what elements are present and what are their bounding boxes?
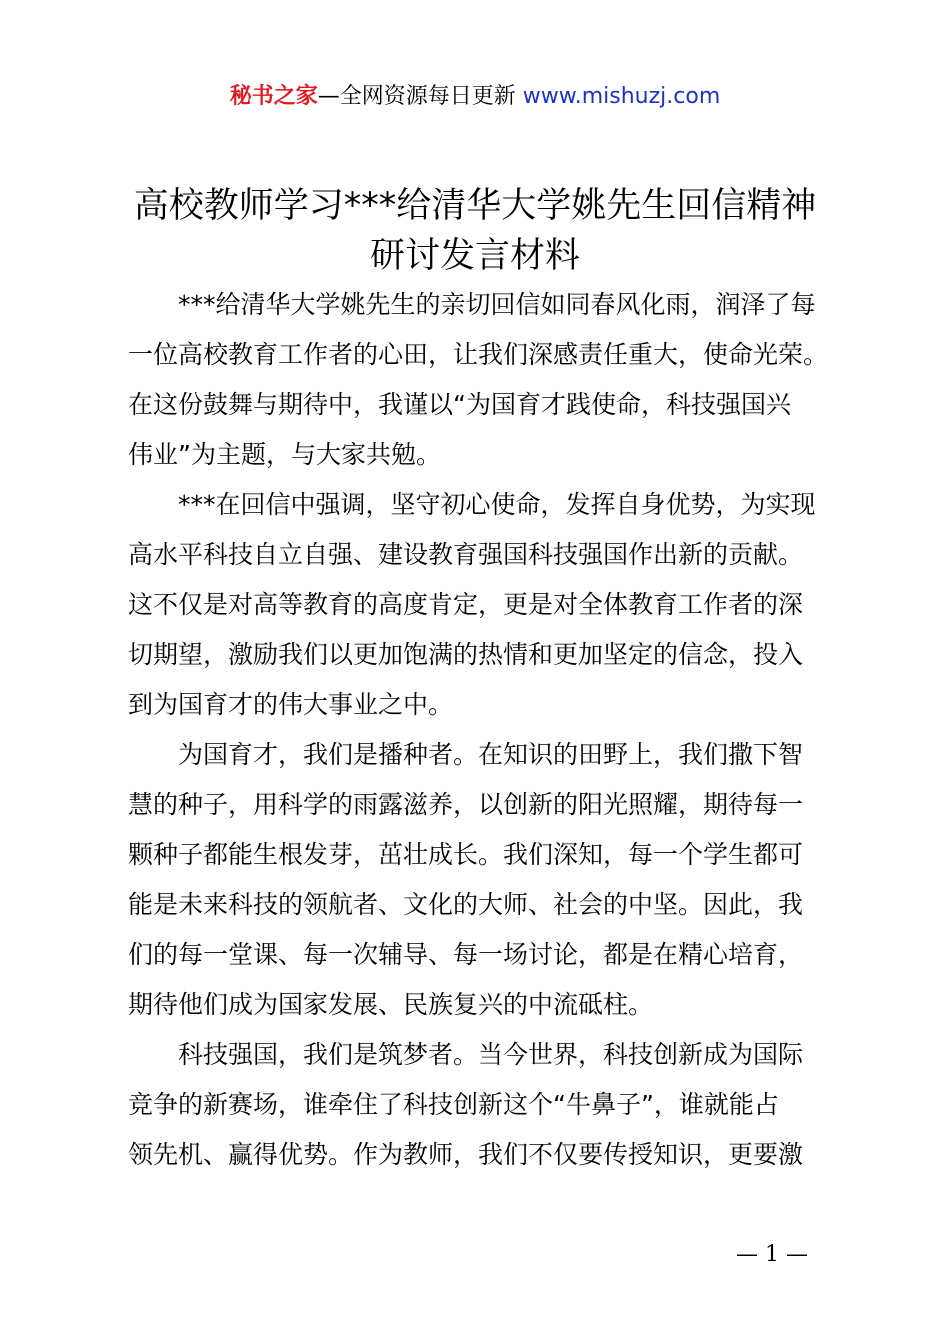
site-brand: 秘书之家 bbox=[229, 84, 318, 109]
site-url-link[interactable]: www.mishuzj.com bbox=[522, 84, 721, 109]
paragraph-line: 一位高校教育工作者的心田，让我们深感责任重大，使命光荣。 bbox=[128, 340, 829, 369]
paragraph-1 bbox=[128, 280, 838, 480]
paragraph-line: 高水平科技自立自强、建设教育强国科技强国作出新的贡献。 bbox=[128, 540, 804, 569]
paragraph-line: 在这份鼓舞与期待中，我谨以“为国育才践使命，科技强国兴 bbox=[128, 390, 791, 419]
paragraph-line: 切期望，激励我们以更加饱满的热情和更加坚定的信念，投入 bbox=[128, 640, 804, 669]
paragraph-line: 科技强国，我们是筑梦者。当今世界，科技创新成为国际 bbox=[178, 1040, 804, 1069]
paragraph-line: 领先机、赢得优势。作为教师，我们不仅要传授知识，更要激 bbox=[128, 1140, 804, 1169]
paragraph-line: 到为国育才的伟大事业之中。 bbox=[128, 690, 454, 719]
site-tagline: —全网资源每日更新 bbox=[317, 84, 516, 109]
title-line-1: 高校教师学习***给清华大学姚先生回信精神 bbox=[133, 186, 817, 226]
document-title bbox=[100, 181, 850, 281]
paragraph-2 bbox=[128, 480, 838, 730]
site-header bbox=[0, 82, 950, 112]
paragraph-line: 这不仅是对高等教育的高度肯定，更是对全体教育工作者的深 bbox=[128, 590, 804, 619]
page-number: — 1 — bbox=[736, 1242, 808, 1267]
paragraph-line: ***给清华大学姚先生的亲切回信如同春风化雨，润泽了每 bbox=[178, 290, 816, 319]
document-body bbox=[128, 280, 838, 1180]
paragraph-line: 伟业”为主题，与大家共勉。 bbox=[128, 440, 441, 469]
title-line-2: 研讨发言材料 bbox=[369, 236, 580, 276]
paragraph-line: 为国育才，我们是播种者。在知识的田野上，我们撒下智 bbox=[178, 740, 804, 769]
paragraph-line: ***在回信中强调，坚守初心使命，发挥自身优势，为实现 bbox=[178, 490, 816, 519]
paragraph-4 bbox=[128, 1030, 838, 1180]
paragraph-line: 慧的种子，用科学的雨露滋养，以创新的阳光照耀，期待每一 bbox=[128, 790, 804, 819]
paragraph-3 bbox=[128, 730, 838, 1030]
paragraph-line: 能是未来科技的领航者、文化的大师、社会的中坚。因此，我 bbox=[128, 890, 804, 919]
paragraph-line: 们的每一堂课、每一次辅导、每一场讨论，都是在精心培育， bbox=[128, 940, 804, 969]
paragraph-line: 竞争的新赛场，谁牵住了科技创新这个“牛鼻子”，谁就能占 bbox=[128, 1090, 779, 1119]
paragraph-line: 颗种子都能生根发芽，茁壮成长。我们深知，每一个学生都可 bbox=[128, 840, 804, 869]
paragraph-line: 期待他们成为国家发展、民族复兴的中流砥柱。 bbox=[128, 990, 654, 1019]
